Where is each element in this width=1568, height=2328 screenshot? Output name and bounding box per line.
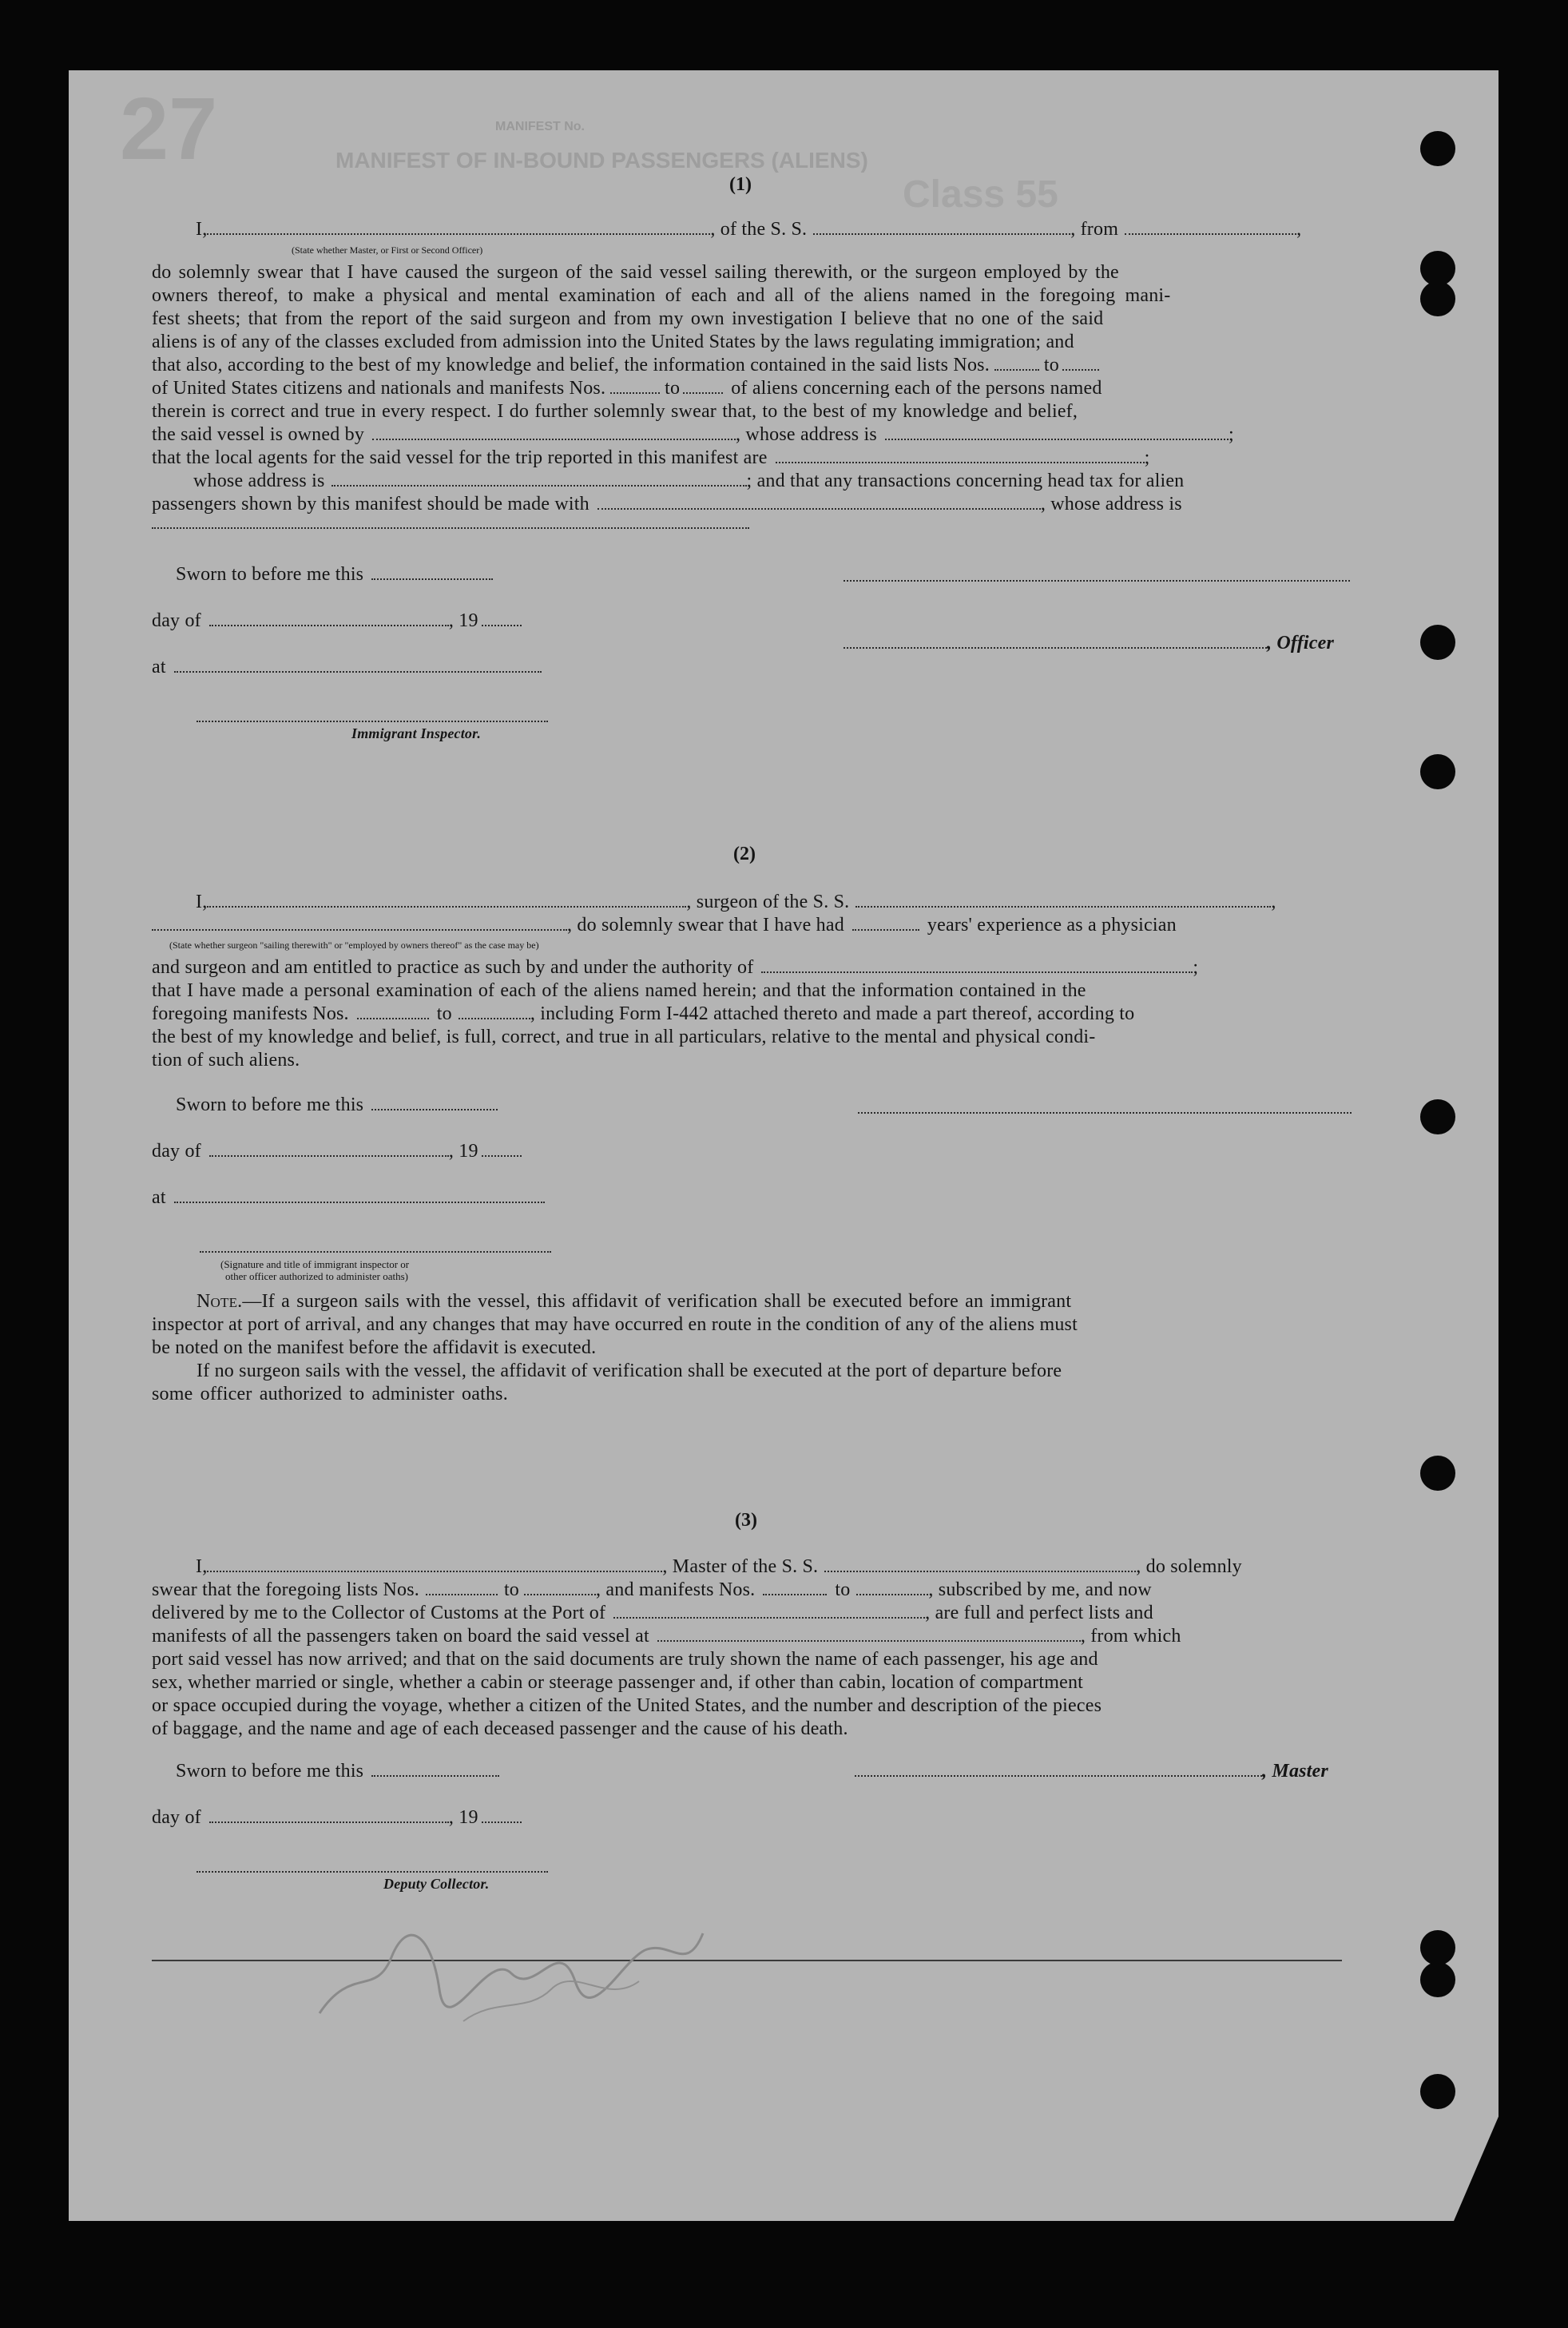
s1-whose-line: whose address is ; and that any transactions concerning head tax for alien [193,471,1185,491]
s2-at: at [152,1187,545,1209]
section-3-heading: (3) [735,1510,757,1531]
faded-manifest-no: MANIFEST No. [495,120,585,133]
s3-last-line: of baggage, and the name and age of each deceased passenger and the cause of his death. [152,1718,848,1739]
s3-collector-signature [196,1871,548,1873]
faded-class-stamp: Class 55 [903,173,1058,216]
s1-para-2: owners thereof, to make a physical and mental examination of each and all of the aliens named in the foregoing mani- [152,285,1171,306]
s1-officer-line: , Officer [844,633,1334,654]
s2-inspector-signature [200,1251,551,1253]
s1-agents-line: that the local agents for the said vessel for the trip reported in this manifest are ; [152,447,1150,468]
handwritten-signature [304,1901,719,2037]
s2-best-line: the best of my knowledge and belief, is full, correct, and true in all particulars, relative to the mental and physical condi- [152,1027,1096,1047]
section-1-heading: (1) [729,174,752,195]
s1-caption-master: (State whether Master, or First or Second Officer) [292,244,483,256]
s2-note-3: be noted on the manifest before the affidavit is executed. [152,1337,597,1358]
s2-line-2: , do solemnly swear that I have had years' experience as a physician [152,915,1177,936]
s1-line-1: I, , of the S. S. , from , [196,219,1302,240]
s2-exam-line: that I have made a personal examination of each of the aliens named herein; and that the information contained in the [152,980,1086,1001]
s2-authority-line: and surgeon and am entitled to practice as such by and under the authority of ; [152,957,1199,978]
s1-inspector-signature [196,721,548,722]
s2-note-4: If no surgeon sails with the vessel, the affidavit of verification shall be executed at the port of departure before [196,1361,1062,1381]
s3-para-1: port said vessel has now arrived; and that on the said documents are truly shown the name of each passenger, his age and [152,1649,1098,1670]
s1-lists-line: that also, according to the best of my knowledge and belief, the information contained in the said lists Nos. to [152,355,1099,376]
s2-day-of: day of , 19 [152,1141,522,1162]
s1-immigrant-inspector: Immigrant Inspector. [351,725,482,741]
s1-therein-line: therein is correct and true in every respect. I do further solemnly swear that, to the best of my knowledge and belief, [152,401,1078,422]
s1-signature-line [844,580,1350,582]
s3-line-2: swear that the foregoing lists Nos. to , and manifests Nos. to , subscribed by me, and now [152,1579,1152,1600]
s1-at: at [152,657,542,678]
s2-forms-line: foregoing manifests Nos. to , including Form I-442 attached thereto and made a part thereof, according to [152,1003,1135,1024]
s2-note-5: some officer authorized to administer oaths. [152,1384,508,1404]
s1-para-4: aliens is of any of the classes excluded from admission into the United States by the laws regulating immigration; and [152,332,1074,352]
s3-line-3: delivered by me to the Collector of Customs at the Port of , are full and perfect lists and [152,1603,1153,1623]
s2-note-1: Note.—If a surgeon sails with the vessel, this affidavit of verification shall be executed before an immigrant [196,1291,1072,1312]
s2-note-2: inspector at port of arrival, and any changes that may have occurred en route in the condition of any of the aliens must [152,1314,1078,1335]
s2-caption-surgeon: (State whether surgeon "sailing therewith" or "employed by owners thereof" as the case may be) [169,940,539,951]
s1-para-1: do solemnly swear that I have caused the surgeon of the said vessel sailing therewith, or the surgeon employed by the [152,262,1119,283]
s3-deputy-collector: Deputy Collector. [383,1876,490,1892]
s1-passengers-line: passengers shown by this manifest should be made with , whose address is [152,494,1182,514]
s3-day-of: day of , 19 [152,1807,522,1829]
faded-title: MANIFEST OF IN-BOUND PASSENGERS (ALIENS) [335,148,868,173]
s2-caption-sig-1: (Signature and title of immigrant inspector or [220,1258,410,1270]
s3-master-line: , Master [855,1761,1328,1782]
s1-sworn: Sworn to before me this [176,564,493,586]
s3-para-2: sex, whether married or single, whether a cabin or steerage passenger and, if other than cabin, location of compartment [152,1672,1084,1693]
s3-sworn: Sworn to before me this [176,1761,499,1782]
s1-owned-line: the said vessel is owned by , whose address is ; [152,424,1234,445]
s2-caption-sig-2: other officer authorized to administer oaths) [225,1270,408,1282]
s3-line-4: manifests of all the passengers taken on board the said vessel at , from which [152,1626,1181,1647]
s2-sworn: Sworn to before me this [176,1094,498,1116]
s2-line-1: I, , surgeon of the S. S. , [196,892,1276,912]
s2-signature-line [858,1112,1352,1114]
s1-passengers-continuation [152,527,749,529]
s3-line-1: I, , Master of the S. S. , do solemnly [196,1556,1242,1577]
s3-para-3: or space occupied during the voyage, whether a citizen of the United States, and the number and description of the pieces [152,1695,1102,1716]
section-2-heading: (2) [733,844,756,864]
s2-tion-line: tion of such aliens. [152,1050,300,1071]
s1-day-of: day of , 19 [152,610,522,632]
s1-us-line: of United States citizens and nationals and manifests Nos. to of aliens concerning each of the persons named [152,378,1102,399]
faded-big-number: 27 [120,80,218,178]
s1-para-3: fest sheets; that from the report of the said surgeon and from my own investigation I believe that no one of the said [152,308,1104,329]
